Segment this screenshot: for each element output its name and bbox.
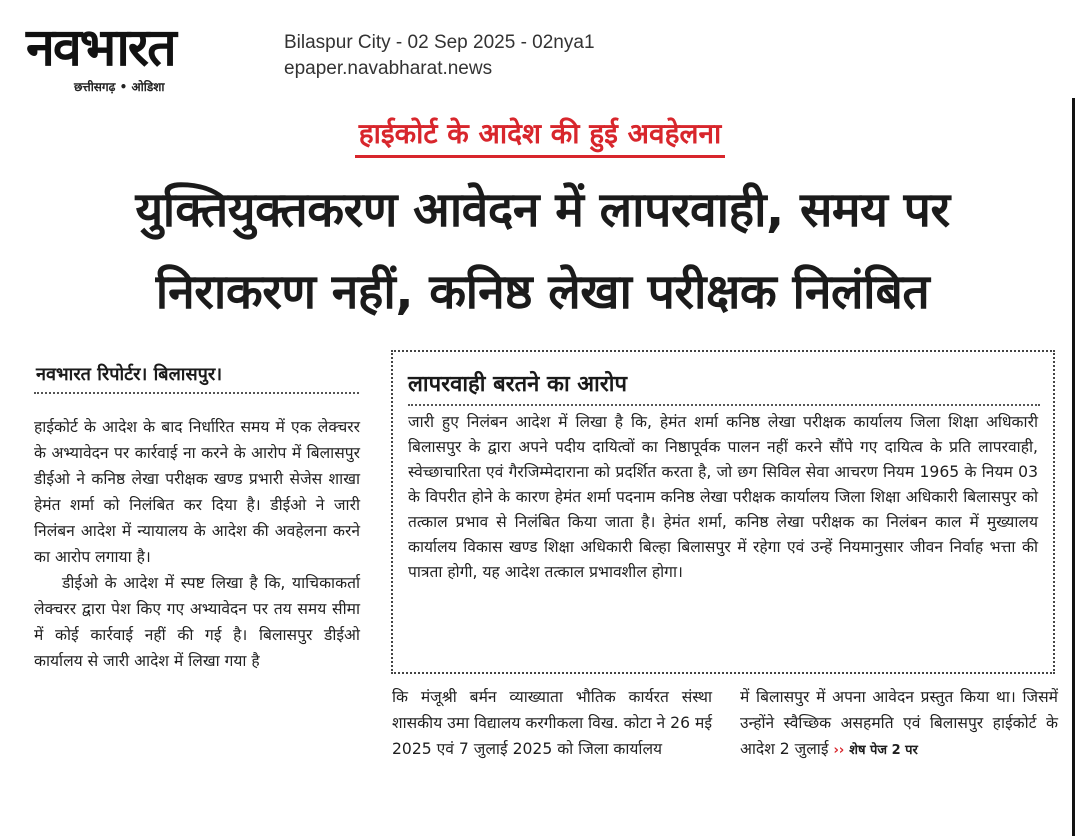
box-title: लापरवाही बरतने का आरोप [408,372,627,397]
headline-line-2: निराकरण नहीं, कनिष्ठ लेखा परीक्षक निलंबित [155,264,930,320]
newspaper-logo [26,20,262,94]
paragraph-4 [740,684,1058,764]
continued-link[interactable]: शेष पेज 2 पर [849,743,918,758]
kicker-text: हाईकोर्ट के आदेश की हुई अवहेलना [355,116,725,158]
column-left [34,414,360,674]
column-right [740,684,1058,764]
paragraph-4-text: में बिलासपुर में अपना आवेदन प्रस्तुत किया था। जिसमें उन्होंने स्वैच्छिक असहमति एवं बिलासपुर हाईकोर्ट के आदेश 2 जुलाई [740,688,1058,758]
byline-divider [34,392,359,394]
logo-region: छत्तीसगढ़ • ओडिशा [74,80,165,94]
byline: नवभारत रिपोर्टर। बिलासपुर। [36,364,223,385]
box-title-divider [408,404,1040,406]
box-paragraph: जारी हुए निलंबन आदेश में लिखा है कि, हेमंत शर्मा कनिष्ठ लेखा परीक्षक कार्यालय जिला शिक्षा अधिकारी बिलासपुर के द्वारा अपने पदीय दायित्वों का निष्ठापूर्वक पालन नहीं करने सौंपे गए दायित्व के प्रति लापरवाही, स्वेच्छाचारिता एवं गैरजिम्मेदाराना को प्रदर्शित करता है, जो छग सिविल सेवा आचरण नियम 1965 के नियम 03 के विपरीत होने के कारण हेमंत शर्मा पदनाम कनिष्ठ लेखा परीक्षक कार्यालय जिला शिक्षा अधिकारी बिलासपुर को तत्काल प्रभाव से निलंबित किया जाता है। हेमंत शर्मा, कनिष्ठ लेखा परीक्षक का निलंबन काल में मुख्यालय कार्यालय विकास खण्ड शिक्षा अधिकारी बिल्हा बिलासपुर में रहेगा एवं उन्हें नियमानुसार जीवन निर्वाह भत्ता की पात्रता होगी, यह आदेश तत्काल प्रभावशील होगा। [408,413,1038,581]
paragraph-3: कि मंजूश्री बर्मन व्याख्याता भौतिक कार्यरत संस्था शासकीय उमा विद्यालय करगीकला विख. कोटा ने 26 मई 2025 एवं 7 जुलाई 2025 को जिला कार्यालय [392,688,712,758]
headline-line-1: युक्तियुक्तकरण आवेदन में लापरवाही, समय पर [135,182,950,238]
kicker [0,116,1080,158]
column-middle [392,684,712,762]
logo-wordmark: नवभारत [26,18,175,78]
paragraph-1: हाईकोर्ट के आदेश के बाद निर्धारित समय में एक लेक्चरर के अभ्यावेदन पर कार्रवाई ना करने के आरोप में बिलासपुर डीईओ ने कनिष्ठ लेखा परीक्षक खण्ड प्रभारी सेजेस शाखा हेमंत शर्मा को निलंबित कर दिया है। डीईओ ने जारी निलंबन आदेश में न्यायालय के आदेश की अवहेलना करने का आरोप लगाया है। [34,418,360,566]
page-edge-rule [1072,98,1075,836]
continued-arrow-icon: ›› [833,743,845,758]
edition-info: Bilaspur City - 02 Sep 2025 - 02nya1 [284,32,595,53]
epaper-site: epaper.navabharat.news [284,58,493,79]
box-body [408,410,1038,585]
paragraph-2: डीईओ के आदेश में स्पष्ट लिखा है कि, याचिकाकर्ता लेक्चरर द्वारा पेश किए गए अभ्यावेदन पर तय समय सीमा में कोई कार्रवाई नहीं की गई है। बिलासपुर डीईओ कार्यालय से जारी आदेश में लिखा गया है [34,574,360,670]
